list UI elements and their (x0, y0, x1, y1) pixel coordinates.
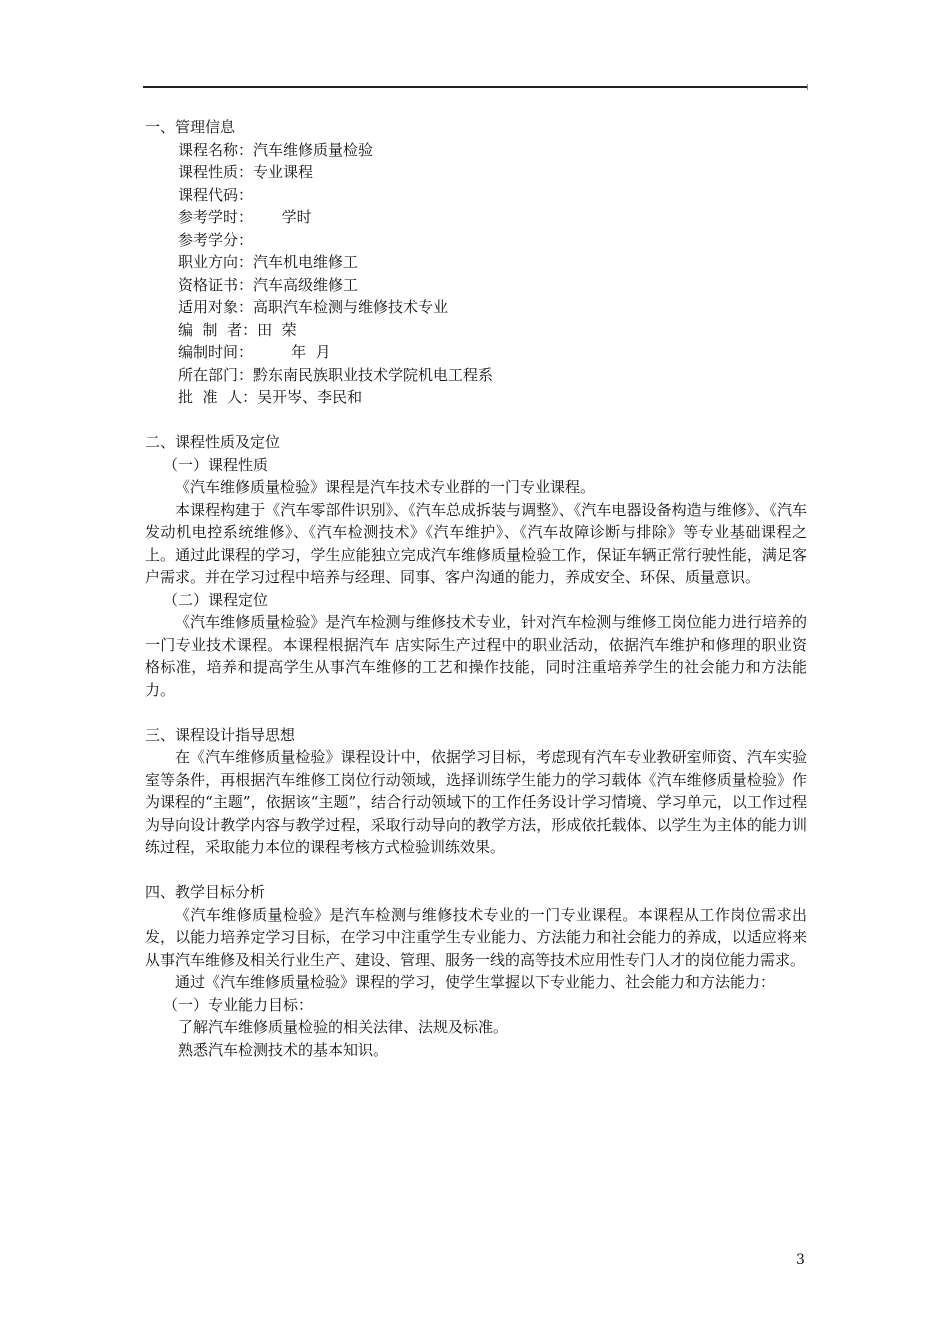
info-author: 编 制 者：田 荣 (178, 320, 297, 339)
spacer (145, 409, 807, 432)
spacer (145, 859, 807, 882)
info-compile-date: 编制时间： 年 月 (178, 343, 331, 361)
header-rule-end-mark (807, 84, 808, 90)
list-item: 熟悉汽车检测技术的基本知识。 (178, 1040, 389, 1059)
list-item: 了解汽车维修质量检验的相关法律、法规及标准。 (178, 1018, 509, 1036)
paragraph: 《汽车维修质量检验》课程是汽车技术专业群的一门专业课程。 (175, 478, 596, 496)
paragraph: 通过《汽车维修质量检验》课程的学习，使学生掌握以下专业能力、社会能力和方法能力： (175, 973, 776, 991)
paragraph: 《汽车维修质量检验》是汽车检测与维修技术专业的一门专业课程。本课程从工作岗位需求出发，以能力培养定学习目标，在学习中注重学生专业能力、方法能力和社会能力的养成，以适应将来从事汽车维修及相关行业生产、建设、管理、服务一线的高等技术应用性专门人才的岗位能力需求。 (145, 905, 807, 969)
info-department: 所在部门：黔东南民族职业技术学院机电工程系 (178, 365, 494, 384)
subheading-course-nature: （一）课程性质 (163, 455, 269, 474)
page-number: 3 (796, 1252, 805, 1268)
info-career-direction: 职业方向：汽车机电维修工 (178, 253, 359, 271)
paragraph: 在《汽车维修质量检验》课程设计中，依据学习目标，考虑现有汽车专业教研室师资、汽车实验室等条件，再根据汽车维修工岗位行动领域，选择训练学生能力的学习载体《汽车维修质量检验》作为课程的“主题”，依据该“主题”，结合行动领域下的工作任务设计学习情境、学习单元，以工作过程为导向设计教学内容与教学过程，采取行动导向的教学方法，形成依托载体、以学生为主体的能力训练过程，采取能力本位的课程考核方式检验训练效果。 (145, 748, 807, 856)
header-rule (143, 86, 807, 88)
info-target-audience: 适用对象：高职汽车检测与维修技术专业 (178, 298, 449, 316)
paragraph: 《汽车维修质量检验》是汽车检测与维修技术专业，针对汽车检测与维修工岗位能力进行培养的一门专业技术课程。本课程根据汽车 店实际生产过程中的职业活动，依据汽车维护和修理的职业资格标准，培养和提高学生从事汽车维修的工艺和操作技能，同时注重培养学生的社会能力和方法能力。 (145, 613, 807, 699)
info-reference-hours: 参考学时： 学时 (178, 208, 312, 226)
subheading-professional-ability: （一）专业能力目标： (163, 995, 314, 1014)
info-approver: 批 准 人：吴开岑、李民和 (178, 388, 363, 406)
info-course-code: 课程代码： (178, 185, 254, 204)
section-heading-course-nature-positioning: 二、课程性质及定位 (145, 433, 281, 451)
section-heading-design-guidance: 三、课程设计指导思想 (145, 725, 296, 744)
section-heading-teaching-objectives: 四、教学目标分析 (145, 883, 266, 901)
info-course-nature: 课程性质：专业课程 (178, 163, 314, 181)
document-body (145, 116, 807, 1061)
info-certificate: 资格证书：汽车高级维修工 (178, 275, 359, 294)
subheading-course-positioning: （二）课程定位 (163, 590, 269, 609)
section-heading-management-info: 一、管理信息 (145, 118, 236, 136)
paragraph: 本课程构建于《汽车零部件识别》、《汽车总成拆装与调整》、《汽车电器设备构造与维修》、《汽车发动机电控系统维修》、《汽车检测技术》《汽车维护》、《汽车故障诊断与排除》等专业基础课程之上。通过此课程的学习，学生应能独立完成汽车维修质量检验工作，保证车辆正常行驶性能，满足客户需求。并在学习过程中培养与经理、同事、客户沟通的能力，养成安全、环保、质量意识。 (145, 500, 807, 586)
info-course-name: 课程名称：汽车维修质量检验 (178, 140, 374, 159)
info-reference-credits: 参考学分： (178, 230, 254, 249)
spacer (145, 701, 807, 724)
